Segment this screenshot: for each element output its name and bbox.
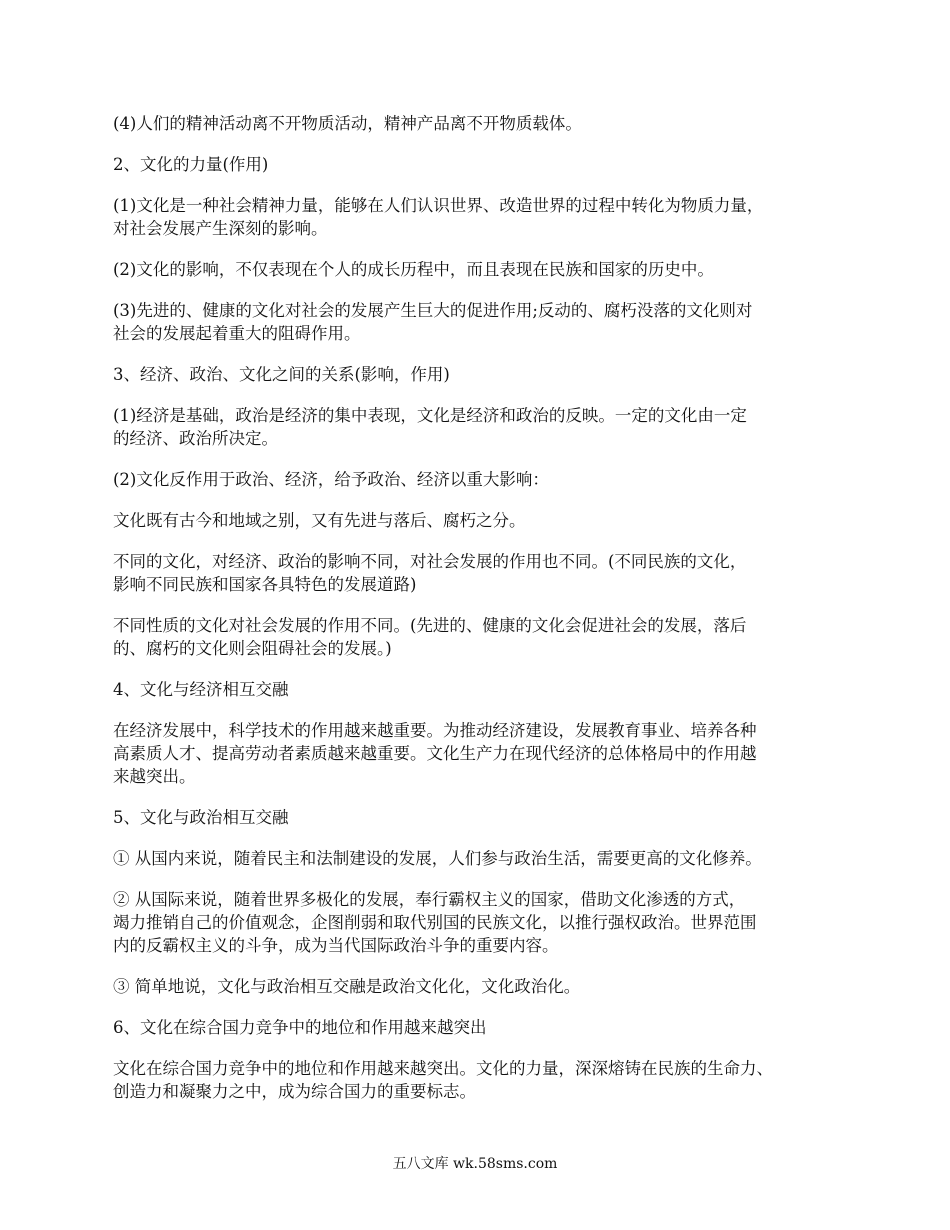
paragraph bbox=[113, 509, 858, 532]
paragraph bbox=[113, 1016, 858, 1039]
paragraph bbox=[113, 719, 858, 788]
paragraph-line: 不同的文化，对经济、政治的影响不同，对社会发展的作用也不同。(不同民族的文化， bbox=[113, 552, 747, 571]
paragraph bbox=[113, 258, 858, 281]
paragraph-line: 不同性质的文化对社会发展的作用不同。(先进的、健康的文化会促进社会的发展，落后 bbox=[113, 616, 747, 635]
paragraph-line: (2)文化反作用于政治、经济，给予政治、经济以重大影响： bbox=[113, 470, 549, 489]
paragraph bbox=[113, 847, 858, 870]
paragraph-line: ① 从国内来说，随着民主和法制建设的发展，人们参与政治生活，需要更高的文化修养。 bbox=[113, 849, 762, 868]
paragraph-line: 5、文化与政治相互交融 bbox=[113, 808, 289, 827]
paragraph-line: ③ 简单地说，文化与政治相互交融是政治文化化，文化政治化。 bbox=[113, 977, 581, 996]
paragraph-line: 3、经济、政治、文化之间的关系(影响，作用) bbox=[113, 365, 450, 384]
paragraph-line: 在经济发展中，科学技术的作用越来越重要。为推动经济建设，发展教育事业、培养各种 bbox=[113, 721, 757, 740]
paragraph bbox=[113, 404, 858, 450]
paragraph bbox=[113, 299, 858, 345]
paragraph bbox=[113, 194, 858, 240]
paragraph-line: 6、文化在综合国力竞争中的地位和作用越来越突出 bbox=[113, 1018, 487, 1037]
paragraph-line: 文化既有古今和地域之别，又有先进与落后、腐朽之分。 bbox=[113, 511, 526, 530]
paragraph bbox=[113, 614, 858, 660]
paragraph-line: 高素质人才、提高劳动者素质越来越重要。文化生产力在现代经济的总体格局中的作用越 bbox=[113, 744, 757, 763]
paragraph bbox=[113, 678, 858, 701]
paragraph-line: 的经济、政治所决定。 bbox=[113, 429, 278, 448]
footer-watermark: 五八文库 wk.58sms.com bbox=[392, 1156, 558, 1172]
paragraph bbox=[113, 468, 858, 491]
paragraph bbox=[113, 363, 858, 386]
paragraph-line: (4)人们的精神活动离不开物质活动，精神产品离不开物质载体。 bbox=[113, 114, 582, 133]
paragraph bbox=[113, 806, 858, 829]
paragraph-line: 2、文化的力量(作用) bbox=[113, 155, 269, 174]
paragraph-line: 的、腐朽的文化则会阻碍社会的发展。) bbox=[113, 639, 392, 658]
paragraph-line: 文化在综合国力竞争中的地位和作用越来越突出。文化的力量，深深熔铸在民族的生命力、 bbox=[113, 1059, 773, 1078]
paragraph-line: 4、文化与经济相互交融 bbox=[113, 680, 289, 699]
paragraph bbox=[113, 975, 858, 998]
paragraph-line: 来越突出。 bbox=[113, 767, 196, 786]
paragraph bbox=[113, 153, 858, 176]
paragraph-line: ② 从国际来说，随着世界多极化的发展，奉行霸权主义的国家，借助文化渗透的方式， bbox=[113, 890, 746, 909]
paragraph-line: (1)文化是一种社会精神力量，能够在人们认识世界、改造世界的过程中转化为物质力量， bbox=[113, 196, 764, 215]
paragraph-line: 对社会发展产生深刻的影响。 bbox=[113, 219, 328, 238]
paragraph-line: 内的反霸权主义的斗争，成为当代国际政治斗争的重要内容。 bbox=[113, 936, 559, 955]
paragraph-line: 创造力和凝聚力之中，成为综合国力的重要标志。 bbox=[113, 1082, 476, 1101]
paragraph-line: (1)经济是基础，政治是经济的集中表现，文化是经济和政治的反映。一定的文化由一定 bbox=[113, 406, 747, 425]
paragraph bbox=[113, 112, 858, 135]
paragraph-line: (3)先进的、健康的文化对社会的发展产生巨大的促进作用;反动的、腐朽没落的文化则对 bbox=[113, 301, 753, 320]
paragraph bbox=[113, 1057, 858, 1103]
paragraph-line: 竭力推销自己的价值观念，企图削弱和取代别国的民族文化，以推行强权政治。世界范围 bbox=[113, 913, 757, 932]
document-body bbox=[113, 112, 858, 1121]
paragraph-line: 社会的发展起着重大的阻碍作用。 bbox=[113, 324, 361, 343]
paragraph bbox=[113, 888, 858, 957]
paragraph bbox=[113, 550, 858, 596]
paragraph-line: (2)文化的影响，不仅表现在个人的成长历程中，而且表现在民族和国家的历史中。 bbox=[113, 260, 714, 279]
paragraph-line: 影响不同民族和国家各具特色的发展道路) bbox=[113, 575, 417, 594]
